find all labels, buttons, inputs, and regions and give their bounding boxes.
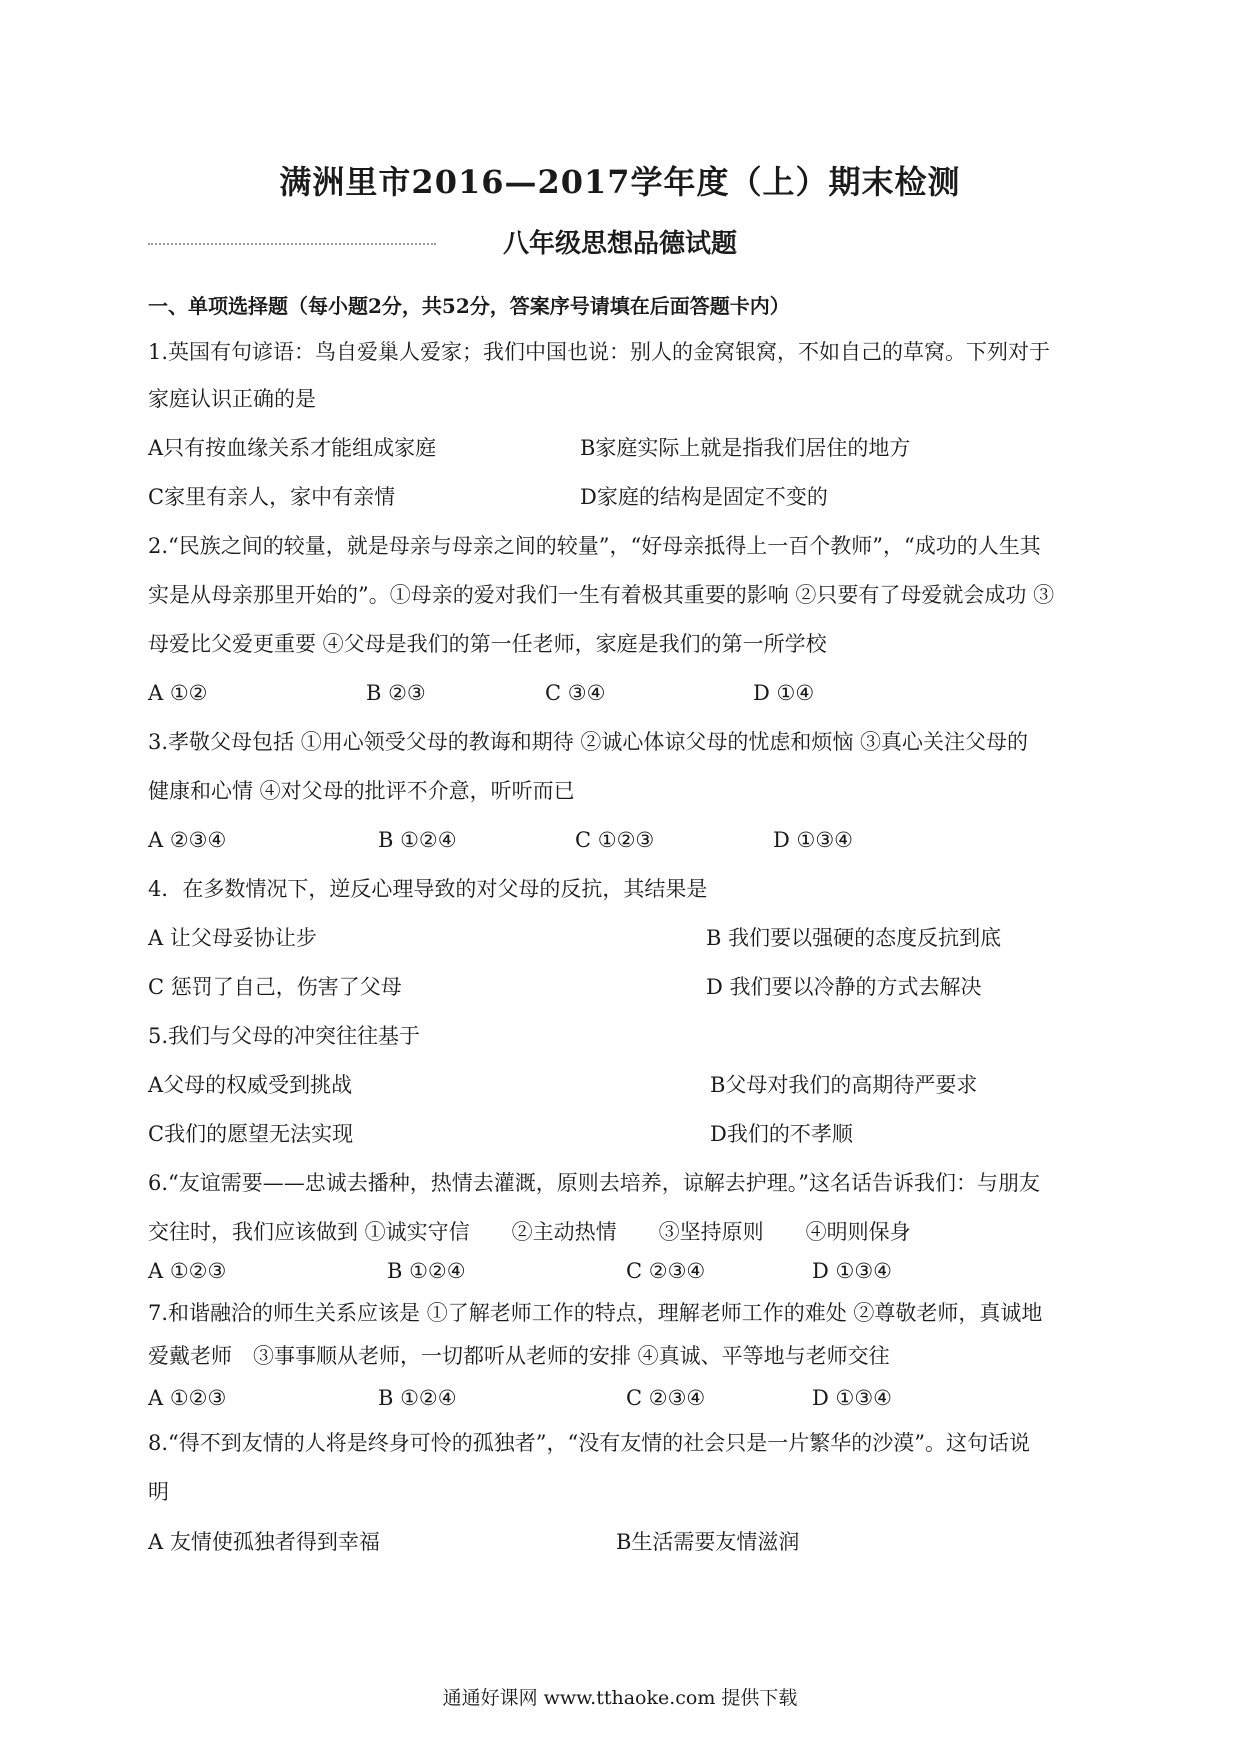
q4-stem-line-1: 4．在多数情况下，逆反心理导致的对父母的反抗，其结果是 (148, 877, 708, 901)
q5-option-b: B父母对我们的高期待严要求 (710, 1073, 978, 1097)
q1-option-c: C家里有亲人，家中有亲情 (148, 485, 396, 509)
footer-source: 通通好课网 www.tthaoke.com 提供下载 (442, 1687, 798, 1709)
q8-option-b: B生活需要友情滋润 (616, 1530, 800, 1554)
q4-option-c: C 惩罚了自己，伤害了父母 (148, 975, 402, 999)
q7-option-c: C ②③④ (626, 1386, 706, 1410)
q3-option-b: B ①②④ (378, 828, 457, 852)
q1-stem-line-2: 家庭认识正确的是 (148, 387, 316, 411)
q6-option-d: D ①③④ (812, 1259, 892, 1283)
section-heading: 一、单项选择题（每小题2分，共52分，答案序号请填在后面答题卡内） (148, 294, 790, 318)
q1-option-b: B家庭实际上就是指我们居住的地方 (580, 436, 911, 460)
q1-option-d: D家庭的结构是固定不变的 (580, 485, 828, 509)
q7-option-d: D ①③④ (812, 1386, 892, 1410)
q7-stem-line-1: 7.和谐融洽的师生关系应该是 ①了解老师工作的特点，理解老师工作的难处 ②尊敬老师，真诚地 (148, 1301, 1043, 1325)
q5-option-d: D我们的不孝顺 (710, 1122, 853, 1146)
q2-stem-line-1: 2.“民族之间的较量，就是母亲与母亲之间的较量”，“好母亲抵得上一百个教师”，“成功的人生其 (148, 534, 1041, 558)
q1-stem-line-1: 1.英国有句谚语：鸟自爱巢人爱家；我们中国也说：别人的金窝银窝，不如自己的草窝。下列对于 (148, 340, 1051, 364)
exam-subtitle: 八年级思想品德试题 (502, 229, 737, 259)
q8-stem-line-2: 明 (148, 1480, 169, 1504)
q6-stem-line-1: 6.“友谊需要——忠诚去播种，热情去灌溉，原则去培养，谅解去护理。”这名话告诉我们：与朋友 (148, 1171, 1041, 1195)
q3-stem-line-2: 健康和心情 ④对父母的批评不介意，听听而已 (148, 779, 575, 803)
q4-option-a: A 让父母妥协让步 (148, 926, 317, 950)
q2-option-c: C ③④ (545, 681, 606, 705)
q6-option-c: C ②③④ (626, 1259, 706, 1283)
q3-stem-line-1: 3.孝敬父母包括 ①用心领受父母的教诲和期待 ②诚心体谅父母的忧虑和烦恼 ③真心关注父母的 (148, 730, 1029, 754)
q1-option-a: A只有按血缘关系才能组成家庭 (148, 436, 437, 460)
q6-option-a: A ①②③ (148, 1259, 227, 1283)
q3-option-d: D ①③④ (773, 828, 853, 852)
q4-option-d: D 我们要以冷静的方式去解决 (706, 975, 982, 999)
q3-option-c: C ①②③ (575, 828, 655, 852)
q2-option-a: A ①② (148, 681, 208, 705)
q2-option-d: D ①④ (753, 681, 815, 705)
exam-title: 满洲里市2016—2017学年度（上）期末检测 (279, 163, 961, 201)
q6-option-b: B ①②④ (387, 1259, 466, 1283)
q4-option-b: B 我们要以强硬的态度反抗到底 (706, 926, 1002, 950)
q2-stem-line-2: 实是从母亲那里开始的”。①母亲的爱对我们一生有着极其重要的影响 ②只要有了母爱就会成功 ③ (148, 583, 1055, 607)
q5-option-c: C我们的愿望无法实现 (148, 1122, 354, 1146)
q3-option-a: A ②③④ (148, 828, 227, 852)
q6-stem-line-2: 交往时，我们应该做到 ①诚实守信 ②主动热情 ③坚持原则 ④明则保身 (148, 1220, 911, 1244)
q7-option-a: A ①②③ (148, 1386, 227, 1410)
q8-option-a: A 友情使孤独者得到幸福 (148, 1530, 380, 1554)
q5-stem-line-1: 5.我们与父母的冲突往往基于 (148, 1024, 421, 1048)
q8-stem-line-1: 8.“得不到友情的人将是终身可怜的孤独者”，“没有友情的社会只是一片繁华的沙漠”。这句话说 (148, 1431, 1030, 1455)
q2-option-b: B ②③ (366, 681, 426, 705)
q5-option-a: A父母的权威受到挑战 (148, 1073, 353, 1097)
q2-stem-line-3: 母爱比父爱更重要 ④父母是我们的第一任老师，家庭是我们的第一所学校 (148, 632, 827, 656)
q7-option-b: B ①②④ (378, 1386, 457, 1410)
q7-stem-line-2: 爱戴老师 ③事事顺从老师，一切都听从老师的安排 ④真诚、平等地与老师交往 (148, 1344, 890, 1368)
